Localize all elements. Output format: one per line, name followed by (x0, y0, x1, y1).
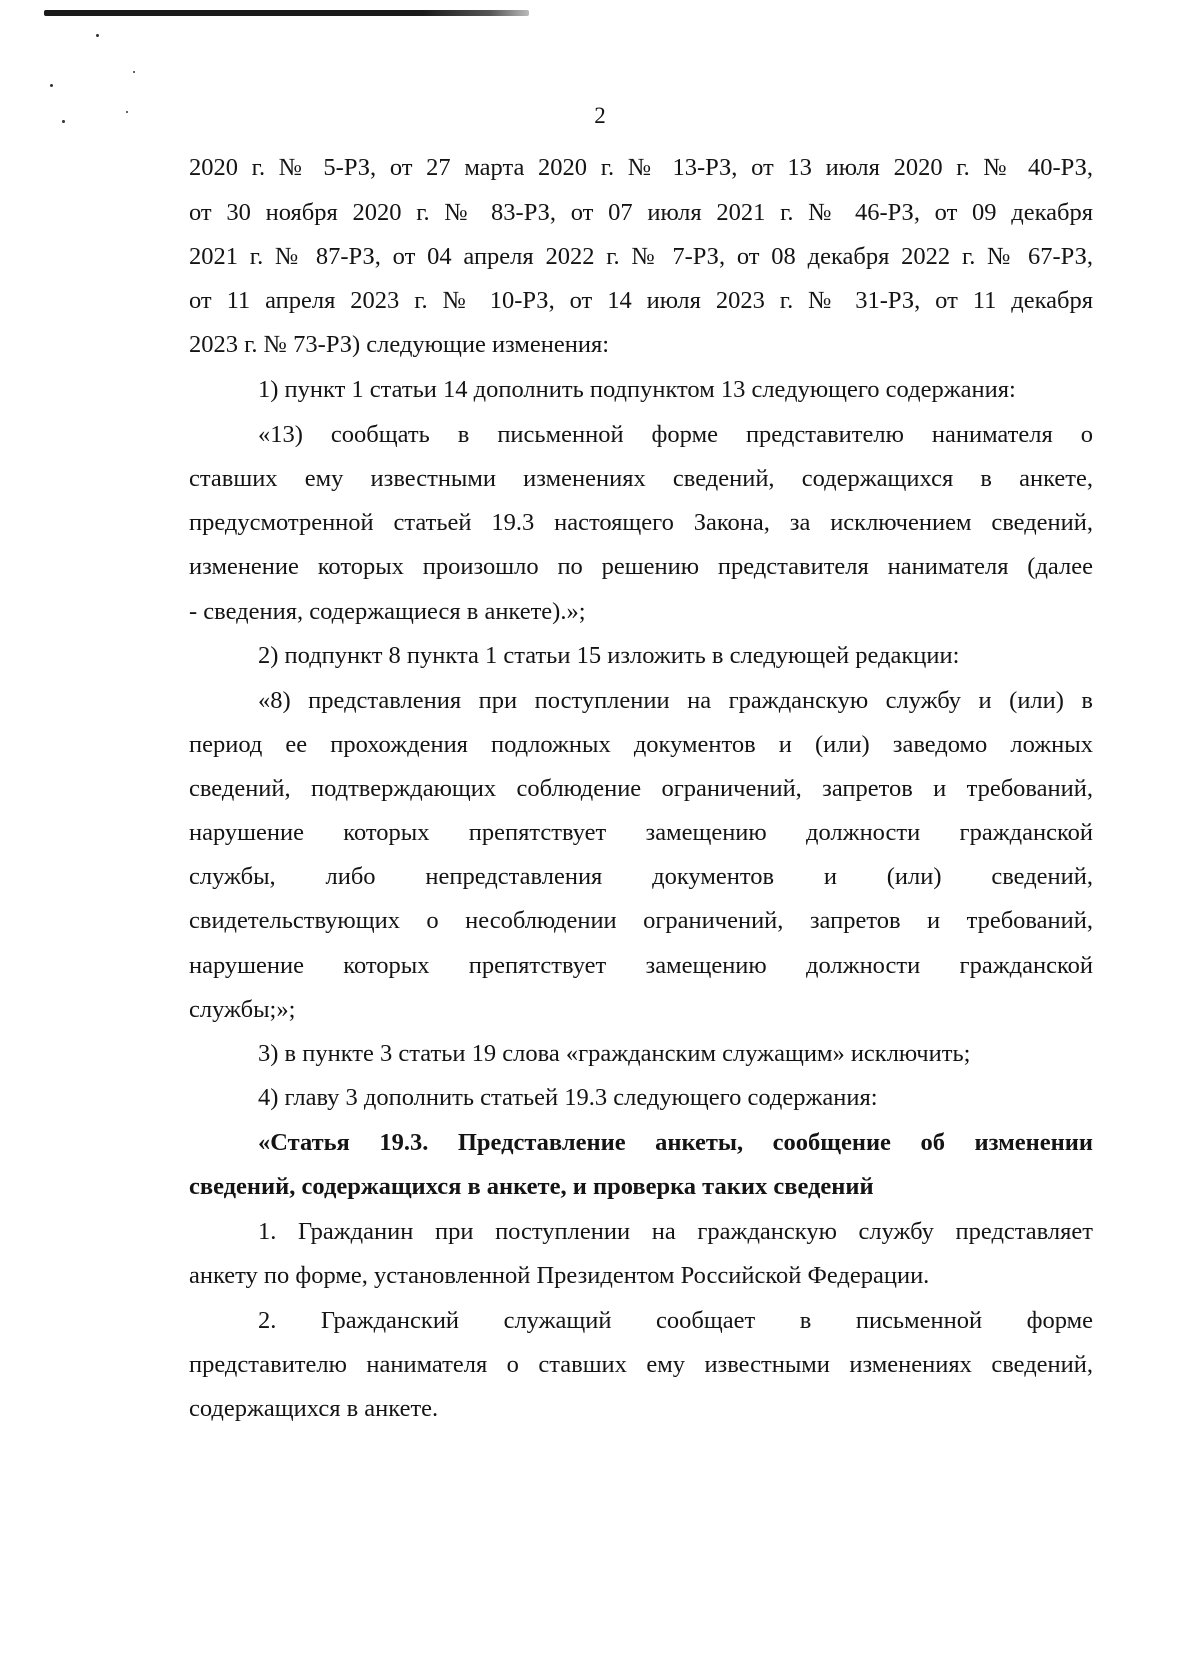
text-line: изменение которых произошло по решению представителя нанимателя (далее (189, 553, 1093, 580)
text-line: от 30 ноября 2020 г. № 83-РЗ, от 07 июля 2021 г. № 46-РЗ, от 09 декабря (189, 199, 1093, 226)
text-line: 2) подпункт 8 пункта 1 статьи 15 изложить в следующей редакции: (258, 642, 960, 669)
article-heading: «Статья 19.3. Представление анкеты, сообщение об изменении (258, 1129, 1093, 1156)
text-line: анкету по форме, установленной Президентом Российской Федерации. (189, 1262, 930, 1289)
text-line: от 11 апреля 2023 г. № 10-РЗ, от 14 июля 2023 г. № 31-РЗ, от 11 декабря (189, 287, 1093, 314)
text-line: «8) представления при поступлении на гражданскую службу и (или) в (258, 687, 1093, 714)
text-line: «13) сообщать в письменной форме представителю нанимателя о (258, 421, 1093, 448)
text-line: предусмотренной статьей 19.3 настоящего Закона, за исключением сведений, (189, 509, 1093, 536)
text-line: ставших ему известными изменениях сведений, содержащихся в анкете, (189, 465, 1093, 492)
text-line: службы;»; (189, 996, 296, 1023)
text-line: свидетельствующих о несоблюдении ограничений, запретов и требований, (189, 907, 1093, 934)
text-line: нарушение которых препятствует замещению должности гражданской (189, 952, 1093, 979)
scan-artifact-bar (44, 10, 529, 16)
text-line: представителю нанимателя о ставших ему известными изменениях сведений, (189, 1351, 1093, 1378)
text-line: период ее прохождения подложных документов и (или) заведомо ложных (189, 731, 1093, 758)
text-line: содержащихся в анкете. (189, 1395, 439, 1422)
text-line: 4) главу 3 дополнить статьей 19.3 следующего содержания: (258, 1084, 878, 1111)
text-line: 2020 г. № 5-РЗ, от 27 марта 2020 г. № 13-РЗ, от 13 июля 2020 г. № 40-РЗ, (189, 154, 1093, 181)
text-line: службы, либо непредставления документов и (или) сведений, (189, 863, 1093, 890)
text-line: - сведения, содержащиеся в анкете).»; (189, 598, 586, 625)
scan-speck (96, 34, 99, 37)
scan-speck (133, 71, 135, 73)
page-number: 2 (594, 103, 606, 128)
text-line: нарушение которых препятствует замещению должности гражданской (189, 819, 1093, 846)
text-line: 1. Гражданин при поступлении на гражданскую службу представляет (258, 1218, 1093, 1245)
text-line: 2. Гражданский служащий сообщает в письменной форме (258, 1307, 1093, 1334)
article-heading: сведений, содержащихся в анкете, и проверка таких сведений (189, 1173, 874, 1200)
text-line: 3) в пункте 3 статьи 19 слова «гражданским служащим» исключить; (258, 1040, 971, 1067)
text-line: 2021 г. № 87-РЗ, от 04 апреля 2022 г. № 7-РЗ, от 08 декабря 2022 г. № 67-РЗ, (189, 243, 1093, 270)
text-line: сведений, подтверждающих соблюдение ограничений, запретов и требований, (189, 775, 1093, 802)
text-line: 2023 г. № 73-РЗ) следующие изменения: (189, 331, 610, 358)
text-line: 1) пункт 1 статьи 14 дополнить подпунктом 13 следующего содержания: (258, 376, 1016, 403)
scan-speck (50, 84, 53, 87)
